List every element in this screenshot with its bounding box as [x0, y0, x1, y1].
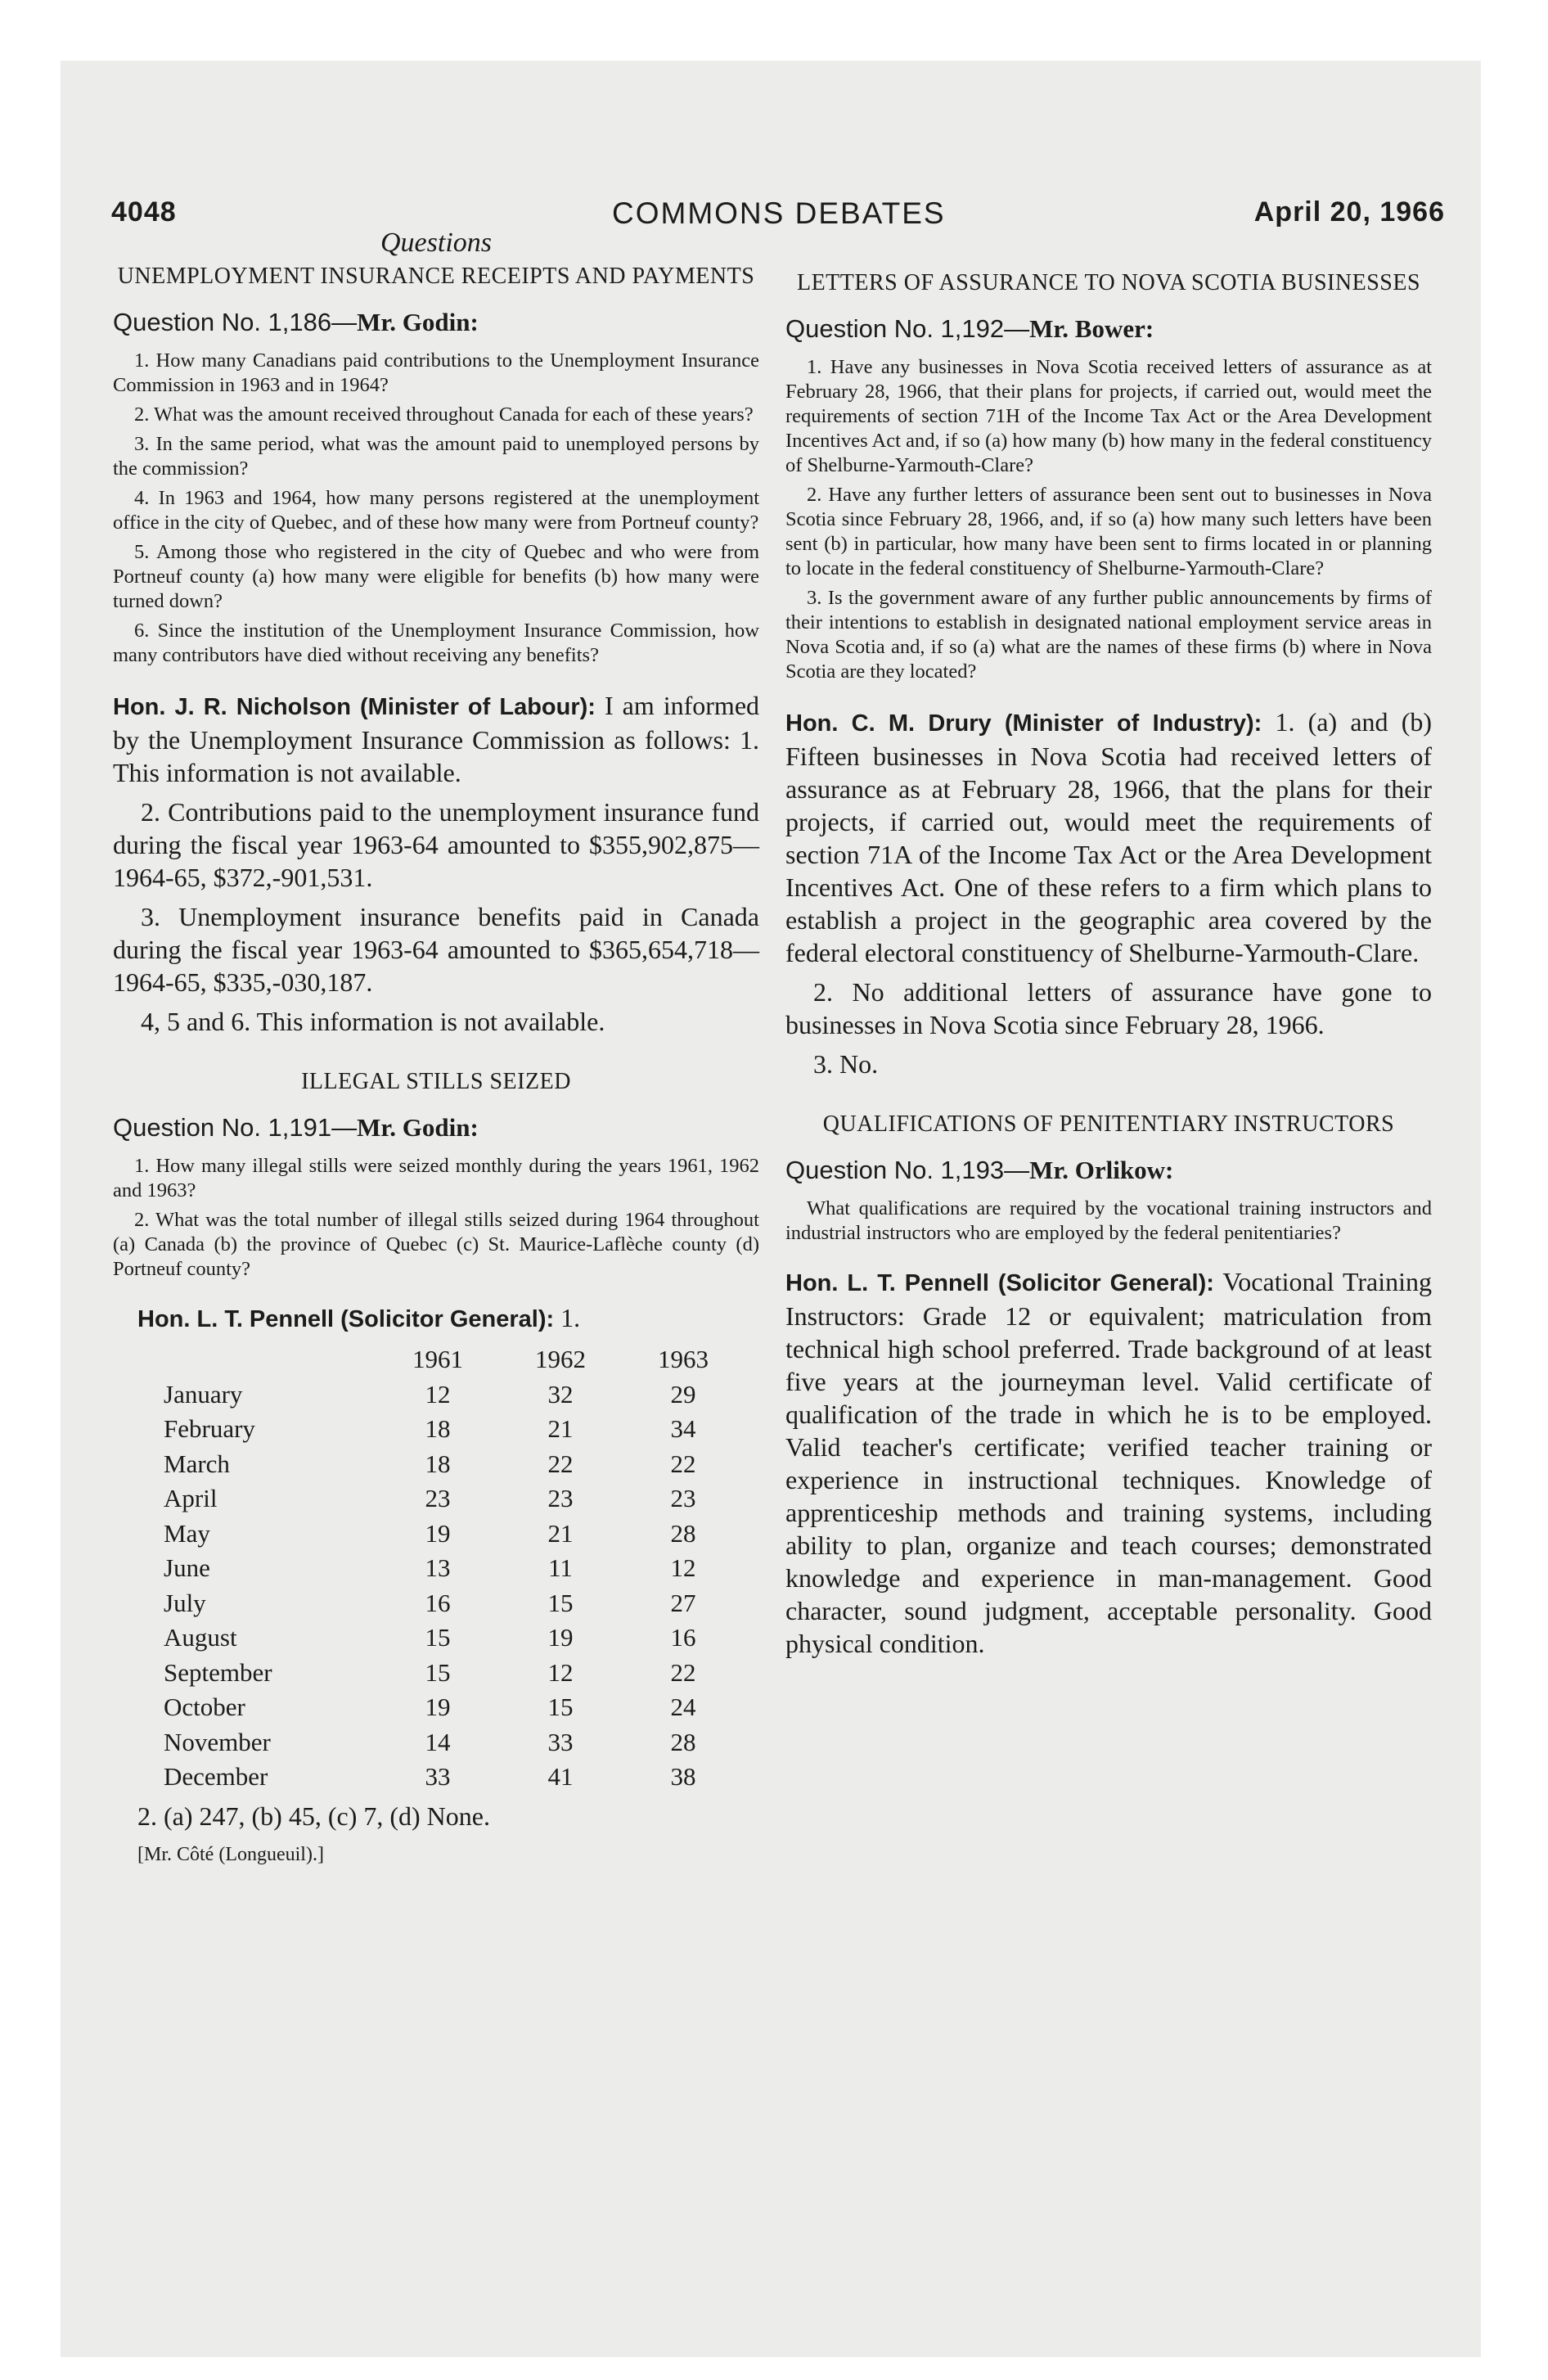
answer-paragraph: Hon. C. M. Drury (Minister of Industry): 1. (a) and (b) Fifteen businesses in Nova Scotia had received letters of assurance as at February 28, 1966, that the plans for their projects, if carried out, would meet the requirements of section 71A of the Income Tax Act or the Area Development Incentives Act. One of these refers to a firm which plans to establish a project in the geographic area covered by the federal electoral constituency of Shelburne-Yarmouth-Clare. [785, 707, 1433, 967]
left-column [113, 228, 759, 1866]
year-header: 1963 [658, 1345, 709, 1374]
publication-title: COMMONS DEBATES [612, 196, 946, 230]
question-heading: Question No. 1,191—Mr. Godin: [113, 1113, 479, 1142]
stills-table [164, 1342, 745, 1795]
year-header: 1962 [535, 1345, 586, 1374]
answer-paragraph: Hon. L. T. Pennell (Solicitor General): Vocational Training Instructors: Grade 12 or equivalent; matriculation from technical high school preferred. Trade background of at least five years at the journeyman level. Valid certificate of qualification of the trade in which he is to be employed. Valid teacher's certificate; verified teacher training or experience in instructional techniques. Knowledge of apprenticeship methods and training systems, including ability to plan, organize and teach courses; demonstrated knowledge and experience in man-management. Good character, sound judgment, acceptable personality. Good physical condition. [785, 1267, 1433, 1658]
question-heading: Question No. 1,186—Mr. Godin: [113, 308, 479, 336]
question-item: 6. Since the institution of the Unemployment Insurance Commission, how many contributors have died without receiving any benefits? [113, 620, 759, 666]
question-item: What qualifications are required by the vocational training instructors and industrial instructors who are employed by the federal penitentiaries? [785, 1197, 1432, 1244]
answer-paragraph: 2. (a) 247, (b) 45, (c) 7, (d) None. [137, 1801, 490, 1831]
table-row: September 15 12 22 [164, 1657, 696, 1687]
answer-paragraph: Hon. J. R. Nicholson (Minister of Labour): I am informed by the Unemployment Insurance Commission as follows: 1. This information is not available. [113, 691, 760, 787]
question-title: ILLEGAL STILLS SEIZED [301, 1069, 571, 1094]
table-row: June 13 11 12 [164, 1553, 696, 1583]
question-item: 3. In the same period, what was the amount paid to unemployed persons by the commission? [113, 433, 759, 480]
answer-paragraph: 2. Contributions paid to the unemployment insurance fund during the fiscal year 1963-64 amounted to $355,902,875—1964-65, $372,-901,531. [113, 797, 759, 892]
question-item: 1. How many Canadians paid contributions to the Unemployment Insurance Commission in 1963 and in 1964? [113, 349, 759, 396]
question-heading: Question No. 1,192—Mr. Bower: [785, 314, 1154, 343]
section-heading: Questions [380, 228, 492, 258]
question-title: UNEMPLOYMENT INSURANCE RECEIPTS AND PAYMENTS [117, 264, 755, 289]
table-row: January 12 32 29 [164, 1379, 696, 1409]
question-item: 2. What was the amount received throughout Canada for each of these years? [134, 403, 754, 426]
question-item: 2. Have any further letters of assurance been sent out to businesses in Nova Scotia since February 28, 1966, and, if so (a) how many such letters have been sent (b) in particular, how many have been sent to firms located in or planning to locate in the federal constituency of Shelburne-Yarmouth-Clare? [785, 484, 1432, 579]
table-row: July 16 15 27 [164, 1588, 696, 1617]
table-row: April 23 23 23 [164, 1484, 696, 1513]
question-item: 5. Among those who registered in the city of Quebec and who were from Portneuf county (a) how many were eligible for benefits (b) how many were turned down? [113, 541, 759, 612]
question-item: 4. In 1963 and 1964, how many persons registered at the unemployment office in the city of Quebec, and of these how many were from Portneuf county? [113, 487, 759, 534]
year-header: 1961 [412, 1345, 463, 1374]
publication-date: April 20, 1966 [1253, 196, 1445, 228]
answer-paragraph: 3. No. [813, 1049, 879, 1079]
question-heading: Question No. 1,193—Mr. Orlikow: [785, 1156, 1174, 1184]
answer-paragraph: 3. Unemployment insurance benefits paid in Canada during the fiscal year 1963-64 amounted to $365,654,718—1964-65, $335,-030,187. [113, 902, 759, 997]
question-item: 2. What was the total number of illegal stills seized during 1964 throughout (a) Canada (b) the province of Quebec (c) St. Maurice-Laflèche county (d) Portneuf county? [113, 1209, 759, 1280]
table-header-row [164, 1342, 745, 1377]
table-row: November 14 33 28 [164, 1727, 696, 1756]
table-row: December 33 41 38 [164, 1762, 696, 1792]
answer-speaker: Hon. L. T. Pennell (Solicitor General): [137, 1306, 555, 1332]
answer-speaker: Hon. L. T. Pennell (Solicitor General): [785, 1270, 1214, 1296]
question-title: LETTERS OF ASSURANCE TO NOVA SCOTIA BUSINESSES [796, 270, 1421, 295]
right-column [785, 228, 1432, 1666]
answer-paragraph: 4, 5 and 6. This information is not available. [141, 1007, 605, 1036]
question-title: QUALIFICATIONS OF PENITENTIARY INSTRUCTORS [822, 1111, 1395, 1137]
speaker-reference: [Mr. Côté (Longueuil).] [137, 1843, 324, 1865]
answer-paragraph: 2. No additional letters of assurance have gone to businesses in Nova Scotia since February 28, 1966. [785, 977, 1432, 1039]
table-row: February 18 21 34 [164, 1414, 696, 1444]
page-number: 4048 [111, 196, 177, 228]
answer-speaker: Hon. C. M. Drury (Minister of Industry): [785, 710, 1262, 737]
question-item: 1. How many illegal stills were seized monthly during the years 1961, 1962 and 1963? [113, 1155, 759, 1201]
answer-speaker: Hon. J. R. Nicholson (Minister of Labour): [113, 694, 596, 720]
table-row: May 19 21 28 [164, 1518, 696, 1548]
answer-paragraph: Hon. L. T. Pennell (Solicitor General): 1. [137, 1303, 581, 1332]
question-item: 1. Have any businesses in Nova Scotia received letters of assurance as at February 28, 1966, that their plans for projects, if carried out, would meet the requirements of section 71H of the Income Tax Act or the Area Development Incentives Act and, if so (a) how many (b) how many in the federal constituency of Shelburne-Yarmouth-Clare? [785, 356, 1432, 476]
table-row: August 15 19 16 [164, 1623, 696, 1652]
table-row: March 18 22 22 [164, 1449, 696, 1478]
question-item: 3. Is the government aware of any further public announcements by firms of their intentions to establish in designated national employment service areas in Nova Scotia and, if so (a) what are the names of these firms (b) where in Nova Scotia are they located? [785, 587, 1432, 683]
table-row: October 19 15 24 [164, 1693, 696, 1722]
